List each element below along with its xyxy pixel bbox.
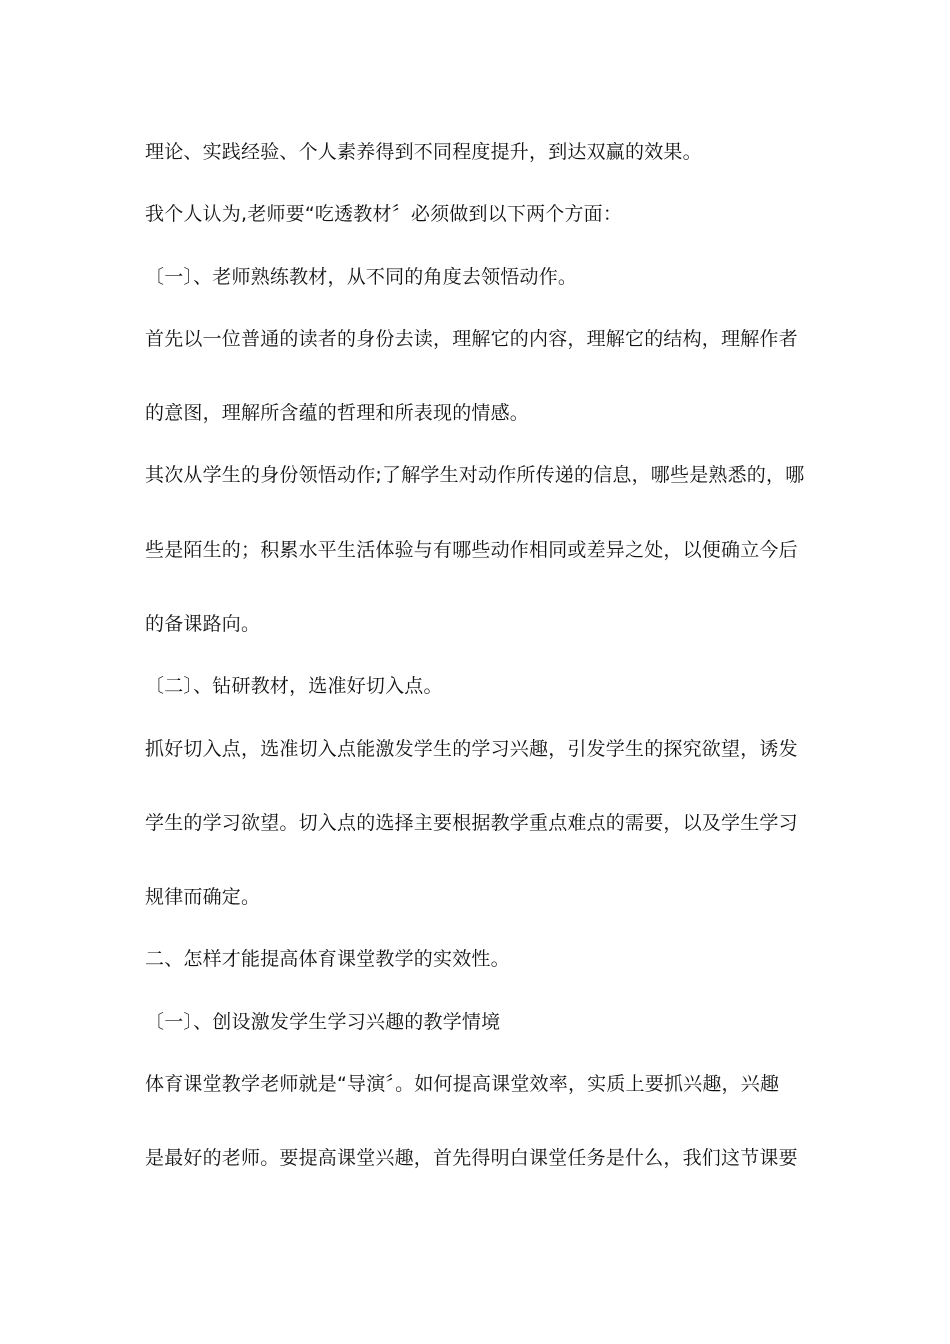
text-line: 是最好的老师。要提高课堂兴趣，首先得明白课堂任务是什么，我们这节课要 xyxy=(145,1147,798,1169)
text-line: 首先以一位普通的读者的身份去读，理解它的内容，理解它的结构，理解作者 xyxy=(145,328,798,350)
text-line: 抓好切入点，选准切入点能激发学生的学习兴趣，引发学生的探究欲望，诱发 xyxy=(145,738,798,760)
section-heading: 〔二〕、钻研教材，选准好切入点。 xyxy=(145,675,443,697)
text-line: 些是陌生的；积累水平生活体验与有哪些动作相同或差异之处，以便确立今后 xyxy=(145,539,798,561)
text-line: 其次从学生的身份领悟动作;了解学生对动作所传递的信息，哪些是熟悉的，哪 xyxy=(145,464,805,486)
section-heading: 〔一〕、老师熟练教材，从不同的角度去领悟动作。 xyxy=(145,266,578,288)
text-line: 理论、实践经验、个人素养得到不同程度提升，到达双赢的效果。 xyxy=(145,141,702,163)
text-line: 的意图，理解所含蕴的哲理和所表现的情感。 xyxy=(145,402,530,424)
text-line: 规律而确定。 xyxy=(145,886,261,908)
text-line: 学生的学习欲望。切入点的选择主要根据教学重点难点的需要，以及学生学习 xyxy=(145,812,798,834)
section-heading: 〔一〕、创设激发学生学习兴趣的教学情境 xyxy=(145,1011,501,1033)
text-line: 体育课堂教学老师就是“导演〞。如何提高课堂效率，实质上要抓兴趣，兴趣 xyxy=(145,1073,780,1095)
section-heading: 二、怎样才能提高体育课堂教学的实效性。 xyxy=(145,948,510,970)
text-line: 我个人认为,老师要“吃透教材〞必须做到以下两个方面： xyxy=(145,203,623,225)
text-line: 的备课路向。 xyxy=(145,613,261,635)
